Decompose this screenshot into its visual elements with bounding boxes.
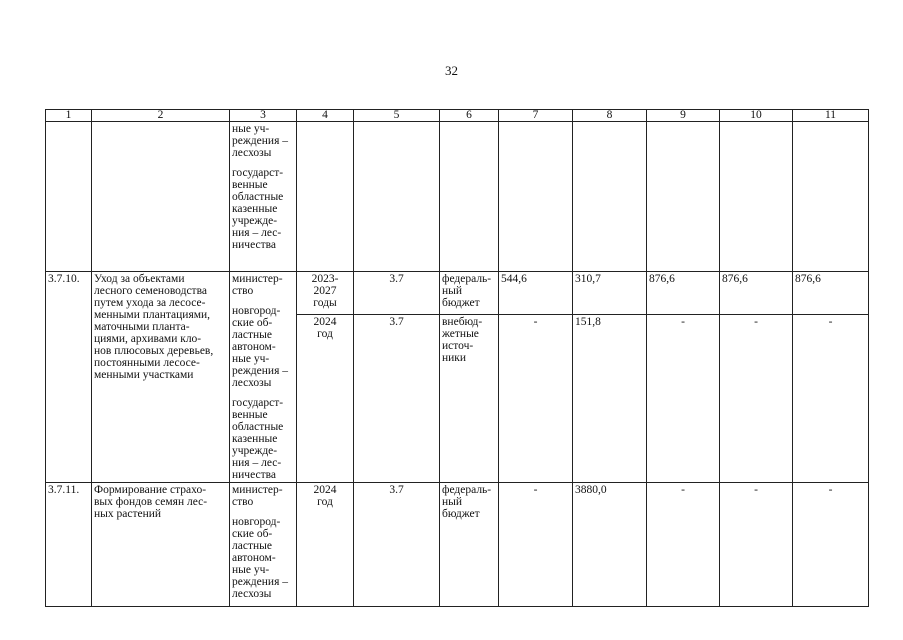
table-row <box>46 483 869 607</box>
value-cell: 876,6 <box>647 272 720 315</box>
page-number: 32 <box>445 63 458 78</box>
value-cell: - <box>647 314 720 482</box>
value-cell: 3880,0 <box>573 483 647 607</box>
col-header: 8 <box>573 110 647 122</box>
executor-text: новгород- ские об- ластные автоном- ные уч- реждения – лесхозы <box>232 516 288 600</box>
header-row <box>46 110 869 122</box>
value-cell: - <box>720 314 793 482</box>
executor-cell <box>230 483 297 607</box>
executor-text: министер- ство <box>232 484 283 508</box>
period-cell: 2024 год <box>297 483 354 607</box>
col-header: 9 <box>647 110 720 122</box>
value-cell: - <box>793 314 869 482</box>
col-header: 3 <box>230 110 297 122</box>
period-cell: 2024 год <box>297 314 354 482</box>
value-cell: - <box>647 483 720 607</box>
value-cell: - <box>499 483 573 607</box>
executor-text: государст- венные областные казенные учрежде- ния – лес- ничества <box>232 167 284 251</box>
col-header: 6 <box>440 110 499 122</box>
col-header: 4 <box>297 110 354 122</box>
table-row-continued <box>46 122 869 272</box>
activity-name: Уход за объектами лесного семеноводства путем ухода за лесосе- менными плантациями, маточными планта- циями, архивами кло- нов плюсовых деревьев, постоянными лесосе- менными участками <box>92 272 230 483</box>
target-cell: 3.7 <box>354 272 440 315</box>
value-cell: - <box>499 314 573 482</box>
value-cell: - <box>793 483 869 607</box>
program-table <box>45 109 869 607</box>
table-row <box>46 272 869 315</box>
source-cell: федераль- ный бюджет <box>440 483 499 607</box>
executor-text: новгород- ские об- ластные автоном- ные уч- реждения – лесхозы <box>232 305 288 389</box>
executor-text: государст- венные областные казенные учрежде- ния – лес- ничества <box>232 397 284 481</box>
value-cell: 310,7 <box>573 272 647 315</box>
value-cell: - <box>720 483 793 607</box>
value-cell: 876,6 <box>793 272 869 315</box>
activity-name: Формирование страхо- вых фондов семян лес- ных растений <box>92 483 230 607</box>
executor-text: министер- ство <box>232 273 283 297</box>
executor-cell <box>230 122 297 272</box>
col-header: 2 <box>92 110 230 122</box>
col-header: 7 <box>499 110 573 122</box>
value-cell: 151,8 <box>573 314 647 482</box>
source-cell: федераль- ный бюджет <box>440 272 499 315</box>
target-cell: 3.7 <box>354 314 440 482</box>
value-cell: 876,6 <box>720 272 793 315</box>
col-header: 1 <box>46 110 92 122</box>
row-number: 3.7.11. <box>46 483 92 607</box>
col-header: 10 <box>720 110 793 122</box>
period-cell: 2023- 2027 годы <box>297 272 354 315</box>
executor-cell <box>230 272 297 483</box>
source-cell: внебюд- жетные источ- ники <box>440 314 499 482</box>
col-header: 5 <box>354 110 440 122</box>
target-cell: 3.7 <box>354 483 440 607</box>
value-cell: 544,6 <box>499 272 573 315</box>
row-number: 3.7.10. <box>46 272 92 483</box>
col-header: 11 <box>793 110 869 122</box>
executor-text: ные уч- реждения – лесхозы <box>232 123 288 159</box>
